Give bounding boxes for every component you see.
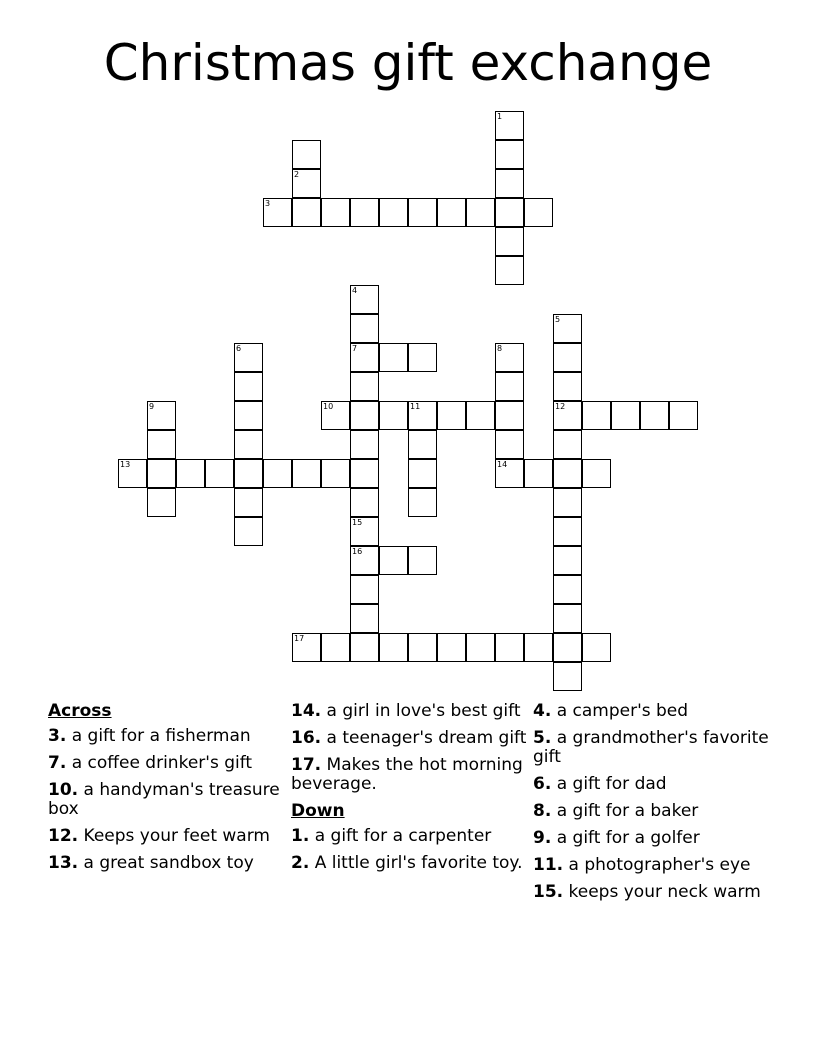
grid-cell[interactable] xyxy=(379,401,408,430)
clue-across-12: 12. Keeps your feet warm xyxy=(48,826,270,846)
clue-down-5: 5. a grandmother's favorite gift xyxy=(533,728,769,767)
grid-cell[interactable] xyxy=(553,430,582,459)
grid-cell[interactable] xyxy=(495,256,524,285)
grid-cell[interactable] xyxy=(350,430,379,459)
grid-cell[interactable] xyxy=(669,401,698,430)
clue-down-4: 4. a camper's bed xyxy=(533,701,689,721)
grid-cell[interactable] xyxy=(408,488,437,517)
grid-cell[interactable] xyxy=(234,459,263,488)
grid-cell[interactable] xyxy=(553,633,582,662)
clue-column-2 xyxy=(291,702,527,881)
grid-cell[interactable] xyxy=(321,633,350,662)
clue-down-6: 6. a gift for dad xyxy=(533,774,667,794)
grid-cell[interactable] xyxy=(582,633,611,662)
grid-cell[interactable] xyxy=(147,401,176,430)
grid-cell[interactable] xyxy=(234,517,263,546)
grid-cell[interactable] xyxy=(466,633,495,662)
grid-cell[interactable] xyxy=(292,140,321,169)
grid-cell[interactable] xyxy=(524,459,553,488)
clue-across-3: 3. a gift for a fisherman xyxy=(48,726,251,746)
down-heading: Down xyxy=(291,801,345,821)
grid-cell[interactable] xyxy=(234,401,263,430)
grid-cell[interactable] xyxy=(263,459,292,488)
grid-cell[interactable] xyxy=(350,401,379,430)
clue-number: 12 xyxy=(555,402,566,411)
grid-cell[interactable] xyxy=(292,198,321,227)
grid-cell[interactable] xyxy=(118,459,147,488)
grid-cell[interactable] xyxy=(553,546,582,575)
grid-cell[interactable] xyxy=(408,633,437,662)
grid-cell[interactable] xyxy=(553,343,582,372)
grid-cell[interactable] xyxy=(350,285,379,314)
clue-number: 15 xyxy=(352,518,363,527)
puzzle-title: Christmas gift exchange xyxy=(103,34,713,92)
grid-cell[interactable] xyxy=(495,111,524,140)
grid-cell[interactable] xyxy=(408,198,437,227)
grid-cell[interactable] xyxy=(234,372,263,401)
grid-cell[interactable] xyxy=(408,430,437,459)
grid-cell[interactable] xyxy=(640,401,669,430)
grid-cell[interactable] xyxy=(321,401,350,430)
grid-cell[interactable] xyxy=(495,198,524,227)
clue-number: 16 xyxy=(352,547,363,556)
grid-cell[interactable] xyxy=(524,198,553,227)
grid-cell[interactable] xyxy=(408,459,437,488)
grid-cell[interactable] xyxy=(350,459,379,488)
grid-cell[interactable] xyxy=(582,459,611,488)
grid-cell[interactable] xyxy=(350,633,379,662)
grid-cell[interactable] xyxy=(495,140,524,169)
grid-cell[interactable] xyxy=(321,198,350,227)
grid-cell[interactable] xyxy=(321,459,350,488)
grid-cell[interactable] xyxy=(234,430,263,459)
clue-number: 4 xyxy=(352,286,358,295)
grid-cell[interactable] xyxy=(350,488,379,517)
grid-cell[interactable] xyxy=(466,198,495,227)
grid-cell[interactable] xyxy=(350,343,379,372)
grid-cell[interactable] xyxy=(379,198,408,227)
clue-number: 5 xyxy=(555,315,561,324)
clue-down-15: 15. keeps your neck warm xyxy=(533,882,761,902)
grid-cell[interactable] xyxy=(495,633,524,662)
grid-cell[interactable] xyxy=(350,517,379,546)
clue-across-10: 10. a handyman's treasure box xyxy=(48,780,280,819)
clue-across-17: 17. Makes the hot morning beverage. xyxy=(291,755,523,794)
grid-cell[interactable] xyxy=(553,459,582,488)
grid-cell[interactable] xyxy=(553,604,582,633)
grid-cell[interactable] xyxy=(611,401,640,430)
grid-cell[interactable] xyxy=(553,314,582,343)
grid-cell[interactable] xyxy=(350,314,379,343)
clue-number: 10 xyxy=(323,402,334,411)
grid-cell[interactable] xyxy=(524,633,553,662)
grid-cell[interactable] xyxy=(379,546,408,575)
grid-cell[interactable] xyxy=(437,633,466,662)
clue-across-13: 13. a great sandbox toy xyxy=(48,853,254,873)
grid-cell[interactable] xyxy=(408,343,437,372)
clue-column-1 xyxy=(48,702,284,881)
clue-number: 7 xyxy=(352,344,358,353)
grid-cell[interactable] xyxy=(234,488,263,517)
clue-across-7: 7. a coffee drinker's gift xyxy=(48,753,253,773)
across-heading: Across xyxy=(48,701,112,721)
grid-cell[interactable] xyxy=(582,401,611,430)
grid-cell[interactable] xyxy=(205,459,234,488)
grid-cell[interactable] xyxy=(553,488,582,517)
clue-number: 13 xyxy=(120,460,131,469)
grid-cell[interactable] xyxy=(553,372,582,401)
clue-number: 1 xyxy=(497,112,503,121)
grid-cell[interactable] xyxy=(292,459,321,488)
grid-cell[interactable] xyxy=(495,227,524,256)
clue-number: 11 xyxy=(410,402,421,411)
clue-across-16: 16. a teenager's dream gift xyxy=(291,728,527,748)
grid-cell[interactable] xyxy=(350,372,379,401)
grid-cell[interactable] xyxy=(147,430,176,459)
clue-number: 3 xyxy=(265,199,271,208)
clue-down-2: 2. A little girl's favorite toy. xyxy=(291,853,523,873)
grid-cell[interactable] xyxy=(495,459,524,488)
clue-number: 17 xyxy=(294,634,305,643)
grid-cell[interactable] xyxy=(350,546,379,575)
clue-number: 14 xyxy=(497,460,508,469)
grid-cell[interactable] xyxy=(379,633,408,662)
grid-cell[interactable] xyxy=(379,343,408,372)
clue-down-8: 8. a gift for a baker xyxy=(533,801,699,821)
grid-cell[interactable] xyxy=(350,604,379,633)
clue-across-14: 14. a girl in love's best gift xyxy=(291,701,521,721)
grid-cell[interactable] xyxy=(553,662,582,691)
clue-number: 6 xyxy=(236,344,242,353)
clue-column-3 xyxy=(533,702,769,910)
grid-cell[interactable] xyxy=(553,401,582,430)
clue-number: 8 xyxy=(497,344,503,353)
grid-cell[interactable] xyxy=(350,575,379,604)
grid-cell[interactable] xyxy=(495,169,524,198)
clue-down-11: 11. a photographer's eye xyxy=(533,855,751,875)
grid-cell[interactable] xyxy=(553,517,582,546)
grid-cell[interactable] xyxy=(495,430,524,459)
grid-cell[interactable] xyxy=(263,198,292,227)
grid-cell[interactable] xyxy=(292,633,321,662)
grid-cell[interactable] xyxy=(466,401,495,430)
grid-cell[interactable] xyxy=(495,372,524,401)
clue-number: 2 xyxy=(294,170,300,179)
grid-cell[interactable] xyxy=(437,401,466,430)
grid-cell[interactable] xyxy=(147,459,176,488)
clue-number: 9 xyxy=(149,402,155,411)
clue-down-1: 1. a gift for a carpenter xyxy=(291,826,492,846)
grid-cell[interactable] xyxy=(234,343,263,372)
grid-cell[interactable] xyxy=(495,401,524,430)
grid-cell[interactable] xyxy=(408,401,437,430)
grid-cell[interactable] xyxy=(292,169,321,198)
grid-cell[interactable] xyxy=(350,198,379,227)
grid-cell[interactable] xyxy=(553,575,582,604)
grid-cell[interactable] xyxy=(495,343,524,372)
clue-down-9: 9. a gift for a golfer xyxy=(533,828,700,848)
grid-cell[interactable] xyxy=(408,546,437,575)
grid-cell[interactable] xyxy=(147,488,176,517)
grid-cell[interactable] xyxy=(437,198,466,227)
grid-cell[interactable] xyxy=(176,459,205,488)
